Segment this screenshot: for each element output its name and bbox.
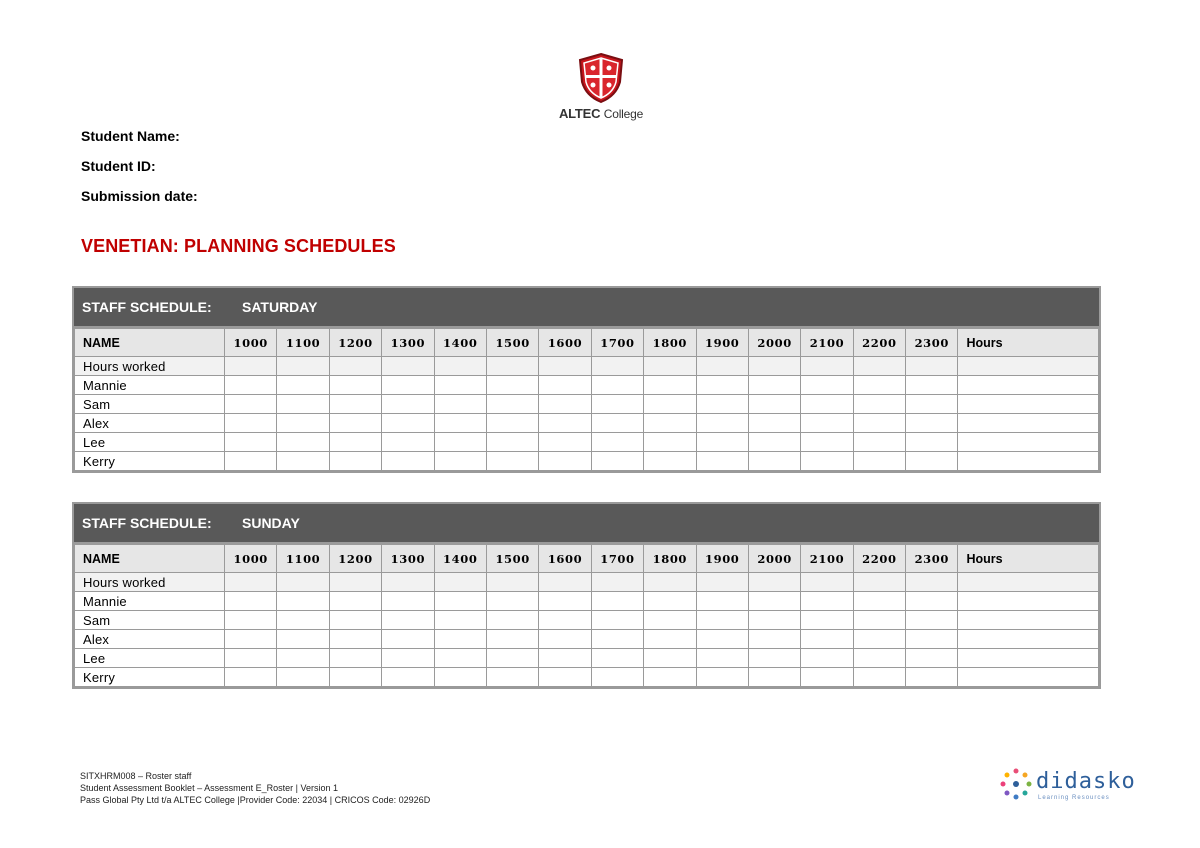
schedule-slot-cell[interactable] [225, 376, 277, 395]
altec-college-logo [556, 52, 646, 132]
schedule-slot-cell[interactable] [539, 414, 591, 433]
time-column-header: 2100 [801, 545, 853, 573]
schedule-slot-cell[interactable] [591, 630, 643, 649]
schedule-slot-cell[interactable] [539, 573, 591, 592]
schedule-slot-cell[interactable] [748, 592, 800, 611]
schedule-slot-cell[interactable] [644, 376, 696, 395]
schedule-slot-cell[interactable] [644, 611, 696, 630]
schedule-slot-cell[interactable] [382, 573, 434, 592]
schedule-slot-cell[interactable] [801, 611, 853, 630]
schedule-slot-cell[interactable] [277, 357, 329, 376]
table-row [75, 433, 1099, 452]
schedule-slot-cell[interactable] [906, 452, 958, 471]
schedule-slot-cell[interactable] [906, 376, 958, 395]
dots-burst-icon [998, 765, 1034, 805]
schedule-slot-cell[interactable] [801, 452, 853, 471]
table-row [75, 452, 1099, 471]
schedule-slot-cell[interactable] [382, 376, 434, 395]
schedule-label: STAFF SCHEDULE: [82, 515, 212, 531]
time-column-header: 1200 [329, 545, 381, 573]
schedule-slot-cell[interactable] [906, 357, 958, 376]
schedule-slot-cell[interactable] [539, 611, 591, 630]
schedule-slot-cell[interactable] [434, 433, 486, 452]
time-column-header: 1600 [539, 545, 591, 573]
schedule-slot-cell[interactable] [853, 376, 905, 395]
time-column-header: 2100 [801, 329, 853, 357]
schedule-slot-cell[interactable] [382, 630, 434, 649]
schedule-slot-cell[interactable] [853, 573, 905, 592]
schedule-slot-cell[interactable] [539, 452, 591, 471]
schedule-slot-cell[interactable] [696, 611, 748, 630]
hours-column-header: Hours [958, 329, 1099, 357]
schedule-slot-cell[interactable] [801, 357, 853, 376]
schedule-slot-cell[interactable] [801, 573, 853, 592]
schedule-slot-cell[interactable] [853, 395, 905, 414]
schedule-slot-cell[interactable] [486, 433, 538, 452]
table-row [75, 414, 1099, 433]
schedule-slot-cell[interactable] [434, 376, 486, 395]
table-row [75, 573, 1099, 592]
hours-total-cell[interactable] [958, 573, 1099, 592]
schedule-slot-cell[interactable] [644, 452, 696, 471]
time-column-header: 1800 [644, 329, 696, 357]
schedule-slot-cell[interactable] [644, 649, 696, 668]
hours-total-cell[interactable] [958, 395, 1099, 414]
time-column-header: 1800 [644, 545, 696, 573]
schedule-slot-cell[interactable] [225, 611, 277, 630]
schedule-slot-cell[interactable] [225, 573, 277, 592]
time-column-header: 1100 [277, 329, 329, 357]
schedule-slot-cell[interactable] [225, 649, 277, 668]
time-column-header: 2200 [853, 545, 905, 573]
schedule-slot-cell[interactable] [329, 668, 381, 687]
schedule-slot-cell[interactable] [434, 357, 486, 376]
schedule-slot-cell[interactable] [853, 668, 905, 687]
hours-total-cell[interactable] [958, 649, 1099, 668]
schedule-table [74, 328, 1099, 471]
hours-total-cell[interactable] [958, 611, 1099, 630]
schedule-slot-cell[interactable] [591, 649, 643, 668]
schedule-slot-cell[interactable] [591, 452, 643, 471]
logo-wordmark [556, 106, 646, 121]
schedule-header [74, 288, 1099, 328]
schedule-slot-cell[interactable] [434, 592, 486, 611]
schedule-slot-cell[interactable] [591, 357, 643, 376]
schedule-slot-cell[interactable] [696, 630, 748, 649]
hours-total-cell[interactable] [958, 433, 1099, 452]
schedule-slot-cell[interactable] [277, 414, 329, 433]
schedule-slot-cell[interactable] [225, 630, 277, 649]
schedule-slot-cell[interactable] [906, 395, 958, 414]
schedule-slot-cell[interactable] [486, 649, 538, 668]
table-row [75, 630, 1099, 649]
schedule-slot-cell[interactable] [748, 414, 800, 433]
schedule-slot-cell[interactable] [434, 630, 486, 649]
schedule-slot-cell[interactable] [801, 433, 853, 452]
footer [80, 770, 430, 806]
schedule-slot-cell[interactable] [644, 573, 696, 592]
hours-total-cell[interactable] [958, 592, 1099, 611]
schedule-slot-cell[interactable] [434, 611, 486, 630]
didasko-logo [998, 765, 1136, 809]
hours-total-cell[interactable] [958, 630, 1099, 649]
schedule-slot-cell[interactable] [539, 395, 591, 414]
schedule-slot-cell[interactable] [329, 649, 381, 668]
schedule-slot-cell[interactable] [906, 433, 958, 452]
schedule-slot-cell[interactable] [539, 668, 591, 687]
schedule-slot-cell[interactable] [644, 592, 696, 611]
table-row [75, 611, 1099, 630]
schedule-slot-cell[interactable] [382, 611, 434, 630]
schedule-slot-cell[interactable] [539, 592, 591, 611]
time-column-header: 1900 [696, 545, 748, 573]
sunday-schedule [72, 502, 1101, 689]
hours-total-cell[interactable] [958, 668, 1099, 687]
name-column-header: NAME [75, 545, 225, 573]
hours-total-cell[interactable] [958, 357, 1099, 376]
schedule-slot-cell[interactable] [906, 611, 958, 630]
schedule-slot-cell[interactable] [748, 611, 800, 630]
schedule-table [74, 544, 1099, 687]
table-row [75, 668, 1099, 687]
staff-name-cell: Hours worked [75, 573, 225, 592]
schedule-slot-cell[interactable] [696, 592, 748, 611]
schedule-slot-cell[interactable] [486, 592, 538, 611]
schedule-slot-cell[interactable] [906, 630, 958, 649]
schedule-slot-cell[interactable] [277, 433, 329, 452]
schedule-slot-cell[interactable] [644, 395, 696, 414]
name-column-header: NAME [75, 329, 225, 357]
time-column-header: 1600 [539, 329, 591, 357]
table-row [75, 395, 1099, 414]
schedule-slot-cell[interactable] [801, 376, 853, 395]
staff-name-cell: Mannie [75, 376, 225, 395]
schedule-slot-cell[interactable] [277, 395, 329, 414]
staff-name-cell: Sam [75, 611, 225, 630]
schedule-slot-cell[interactable] [486, 668, 538, 687]
schedule-slot-cell[interactable] [539, 433, 591, 452]
schedule-slot-cell[interactable] [277, 649, 329, 668]
schedule-slot-cell[interactable] [906, 668, 958, 687]
schedule-slot-cell[interactable] [748, 395, 800, 414]
schedule-slot-cell[interactable] [277, 376, 329, 395]
time-column-header: 1500 [486, 329, 538, 357]
time-column-header: 2000 [748, 329, 800, 357]
schedule-slot-cell[interactable] [329, 357, 381, 376]
staff-name-cell: Kerry [75, 668, 225, 687]
time-column-header: 1000 [225, 329, 277, 357]
time-column-header: 2300 [906, 545, 958, 573]
schedule-slot-cell[interactable] [539, 630, 591, 649]
saturday-schedule [72, 286, 1101, 473]
schedule-slot-cell[interactable] [853, 630, 905, 649]
schedule-slot-cell[interactable] [906, 592, 958, 611]
schedule-slot-cell[interactable] [329, 592, 381, 611]
schedule-slot-cell[interactable] [801, 395, 853, 414]
schedule-slot-cell[interactable] [329, 452, 381, 471]
staff-name-cell: Kerry [75, 452, 225, 471]
table-row [75, 592, 1099, 611]
schedule-slot-cell[interactable] [539, 649, 591, 668]
schedule-header [74, 504, 1099, 544]
time-column-header: 1300 [382, 329, 434, 357]
schedule-slot-cell[interactable] [225, 414, 277, 433]
schedule-slot-cell[interactable] [591, 395, 643, 414]
student-details [81, 127, 198, 217]
header-row [75, 329, 1099, 357]
time-column-header: 1900 [696, 329, 748, 357]
schedule-slot-cell[interactable] [539, 357, 591, 376]
schedule-slot-cell[interactable] [225, 592, 277, 611]
schedule-day: SATURDAY [242, 299, 318, 315]
schedule-slot-cell[interactable] [382, 452, 434, 471]
time-column-header: 1400 [434, 545, 486, 573]
schedule-slot-cell[interactable] [853, 592, 905, 611]
time-column-header: 1700 [591, 545, 643, 573]
schedule-slot-cell[interactable] [434, 414, 486, 433]
schedule-slot-cell[interactable] [853, 649, 905, 668]
schedule-slot-cell[interactable] [486, 452, 538, 471]
schedule-slot-cell[interactable] [591, 433, 643, 452]
schedule-slot-cell[interactable] [277, 592, 329, 611]
staff-name-cell: Sam [75, 395, 225, 414]
schedule-slot-cell[interactable] [382, 414, 434, 433]
schedule-slot-cell[interactable] [644, 414, 696, 433]
schedule-slot-cell[interactable] [591, 611, 643, 630]
schedule-slot-cell[interactable] [329, 414, 381, 433]
schedule-slot-cell[interactable] [696, 395, 748, 414]
schedule-slot-cell[interactable] [696, 376, 748, 395]
schedule-slot-cell[interactable] [486, 573, 538, 592]
table-row [75, 357, 1099, 376]
schedule-slot-cell[interactable] [853, 611, 905, 630]
submission-date-label: Submission date: [81, 188, 198, 204]
time-column-header: 1700 [591, 329, 643, 357]
didasko-tagline: Learning Resources [1038, 795, 1110, 801]
hours-column-header: Hours [958, 545, 1099, 573]
schedule-slot-cell[interactable] [486, 357, 538, 376]
schedule-slot-cell[interactable] [748, 376, 800, 395]
schedule-slot-cell[interactable] [801, 592, 853, 611]
logo-name-bold: ALTEC [558, 106, 601, 121]
staff-name-cell: Alex [75, 630, 225, 649]
schedule-slot-cell[interactable] [382, 649, 434, 668]
logo-name-light: College [603, 107, 644, 121]
schedule-slot-cell[interactable] [382, 357, 434, 376]
schedule-slot-cell[interactable] [434, 649, 486, 668]
hours-total-cell[interactable] [958, 452, 1099, 471]
schedule-slot-cell[interactable] [382, 395, 434, 414]
schedule-slot-cell[interactable] [696, 452, 748, 471]
schedule-slot-cell[interactable] [801, 649, 853, 668]
schedule-slot-cell[interactable] [801, 668, 853, 687]
schedule-slot-cell[interactable] [225, 357, 277, 376]
shield-crest-icon [576, 52, 626, 104]
schedule-slot-cell[interactable] [329, 433, 381, 452]
schedule-slot-cell[interactable] [486, 611, 538, 630]
student-name-label: Student Name: [81, 128, 180, 144]
schedule-slot-cell[interactable] [434, 668, 486, 687]
schedule-slot-cell[interactable] [277, 452, 329, 471]
schedule-slot-cell[interactable] [277, 668, 329, 687]
staff-name-cell: Lee [75, 649, 225, 668]
schedule-slot-cell[interactable] [748, 649, 800, 668]
schedule-slot-cell[interactable] [696, 357, 748, 376]
time-column-header: 1000 [225, 545, 277, 573]
schedule-slot-cell[interactable] [486, 376, 538, 395]
schedule-slot-cell[interactable] [906, 414, 958, 433]
header-row [75, 545, 1099, 573]
schedule-slot-cell[interactable] [853, 357, 905, 376]
schedule-slot-cell[interactable] [591, 668, 643, 687]
schedule-slot-cell[interactable] [277, 573, 329, 592]
schedule-slot-cell[interactable] [329, 573, 381, 592]
schedule-slot-cell[interactable] [591, 414, 643, 433]
schedule-slot-cell[interactable] [801, 630, 853, 649]
staff-name-cell: Mannie [75, 592, 225, 611]
schedule-slot-cell[interactable] [644, 357, 696, 376]
time-column-header: 1300 [382, 545, 434, 573]
schedule-slot-cell[interactable] [329, 630, 381, 649]
schedule-slot-cell[interactable] [644, 433, 696, 452]
time-column-header: 1100 [277, 545, 329, 573]
schedule-slot-cell[interactable] [748, 573, 800, 592]
table-row [75, 649, 1099, 668]
schedule-slot-cell[interactable] [329, 395, 381, 414]
schedule-slot-cell[interactable] [225, 452, 277, 471]
schedule-slot-cell[interactable] [644, 668, 696, 687]
schedule-slot-cell[interactable] [853, 452, 905, 471]
time-column-header: 2000 [748, 545, 800, 573]
page-title: VENETIAN: PLANNING SCHEDULES [81, 236, 396, 256]
schedule-slot-cell[interactable] [486, 395, 538, 414]
footer-booklet: Student Assessment Booklet – Assessment E_Roster | Version 1 [80, 783, 338, 793]
schedule-slot-cell[interactable] [696, 414, 748, 433]
schedule-slot-cell[interactable] [748, 452, 800, 471]
schedule-slot-cell[interactable] [434, 452, 486, 471]
schedule-slot-cell[interactable] [696, 649, 748, 668]
schedule-slot-cell[interactable] [644, 630, 696, 649]
schedule-slot-cell[interactable] [277, 630, 329, 649]
schedule-day: SUNDAY [242, 515, 300, 531]
schedule-slot-cell[interactable] [225, 668, 277, 687]
schedule-slot-cell[interactable] [748, 433, 800, 452]
time-column-header: 2300 [906, 329, 958, 357]
schedule-label: STAFF SCHEDULE: [82, 299, 212, 315]
schedule-slot-cell[interactable] [696, 668, 748, 687]
schedule-slot-cell[interactable] [591, 376, 643, 395]
schedule-slot-cell[interactable] [382, 668, 434, 687]
schedule-slot-cell[interactable] [382, 433, 434, 452]
staff-name-cell: Hours worked [75, 357, 225, 376]
time-column-header: 1200 [329, 329, 381, 357]
staff-name-cell: Alex [75, 414, 225, 433]
didasko-wordmark: didasko [1036, 769, 1136, 794]
schedule-slot-cell[interactable] [906, 573, 958, 592]
schedule-slot-cell[interactable] [801, 414, 853, 433]
schedule-slot-cell[interactable] [696, 433, 748, 452]
schedule-slot-cell[interactable] [853, 433, 905, 452]
schedule-slot-cell[interactable] [434, 395, 486, 414]
table-row [75, 376, 1099, 395]
schedule-slot-cell[interactable] [486, 414, 538, 433]
staff-name-cell: Lee [75, 433, 225, 452]
schedule-slot-cell[interactable] [748, 357, 800, 376]
schedule-slot-cell[interactable] [853, 414, 905, 433]
schedule-slot-cell[interactable] [277, 611, 329, 630]
time-column-header: 1400 [434, 329, 486, 357]
student-id-label: Student ID: [81, 158, 156, 174]
schedule-slot-cell[interactable] [225, 395, 277, 414]
schedule-slot-cell[interactable] [486, 630, 538, 649]
schedule-slot-cell[interactable] [329, 611, 381, 630]
schedule-slot-cell[interactable] [225, 433, 277, 452]
schedule-slot-cell[interactable] [748, 668, 800, 687]
schedule-slot-cell[interactable] [906, 649, 958, 668]
schedule-slot-cell[interactable] [591, 573, 643, 592]
schedule-slot-cell[interactable] [748, 630, 800, 649]
footer-provider: Pass Global Pty Ltd t/a ALTEC College |Provider Code: 22034 | CRICOS Code: 02926D [80, 795, 431, 805]
schedule-slot-cell[interactable] [434, 573, 486, 592]
schedule-slot-cell[interactable] [696, 573, 748, 592]
time-column-header: 1500 [486, 545, 538, 573]
footer-unit: SITXHRM008 – Roster staff [80, 771, 192, 781]
schedule-slot-cell[interactable] [329, 376, 381, 395]
hours-total-cell[interactable] [958, 376, 1099, 395]
hours-total-cell[interactable] [958, 414, 1099, 433]
time-column-header: 2200 [853, 329, 905, 357]
schedule-slot-cell[interactable] [591, 592, 643, 611]
schedule-slot-cell[interactable] [539, 376, 591, 395]
schedule-slot-cell[interactable] [382, 592, 434, 611]
